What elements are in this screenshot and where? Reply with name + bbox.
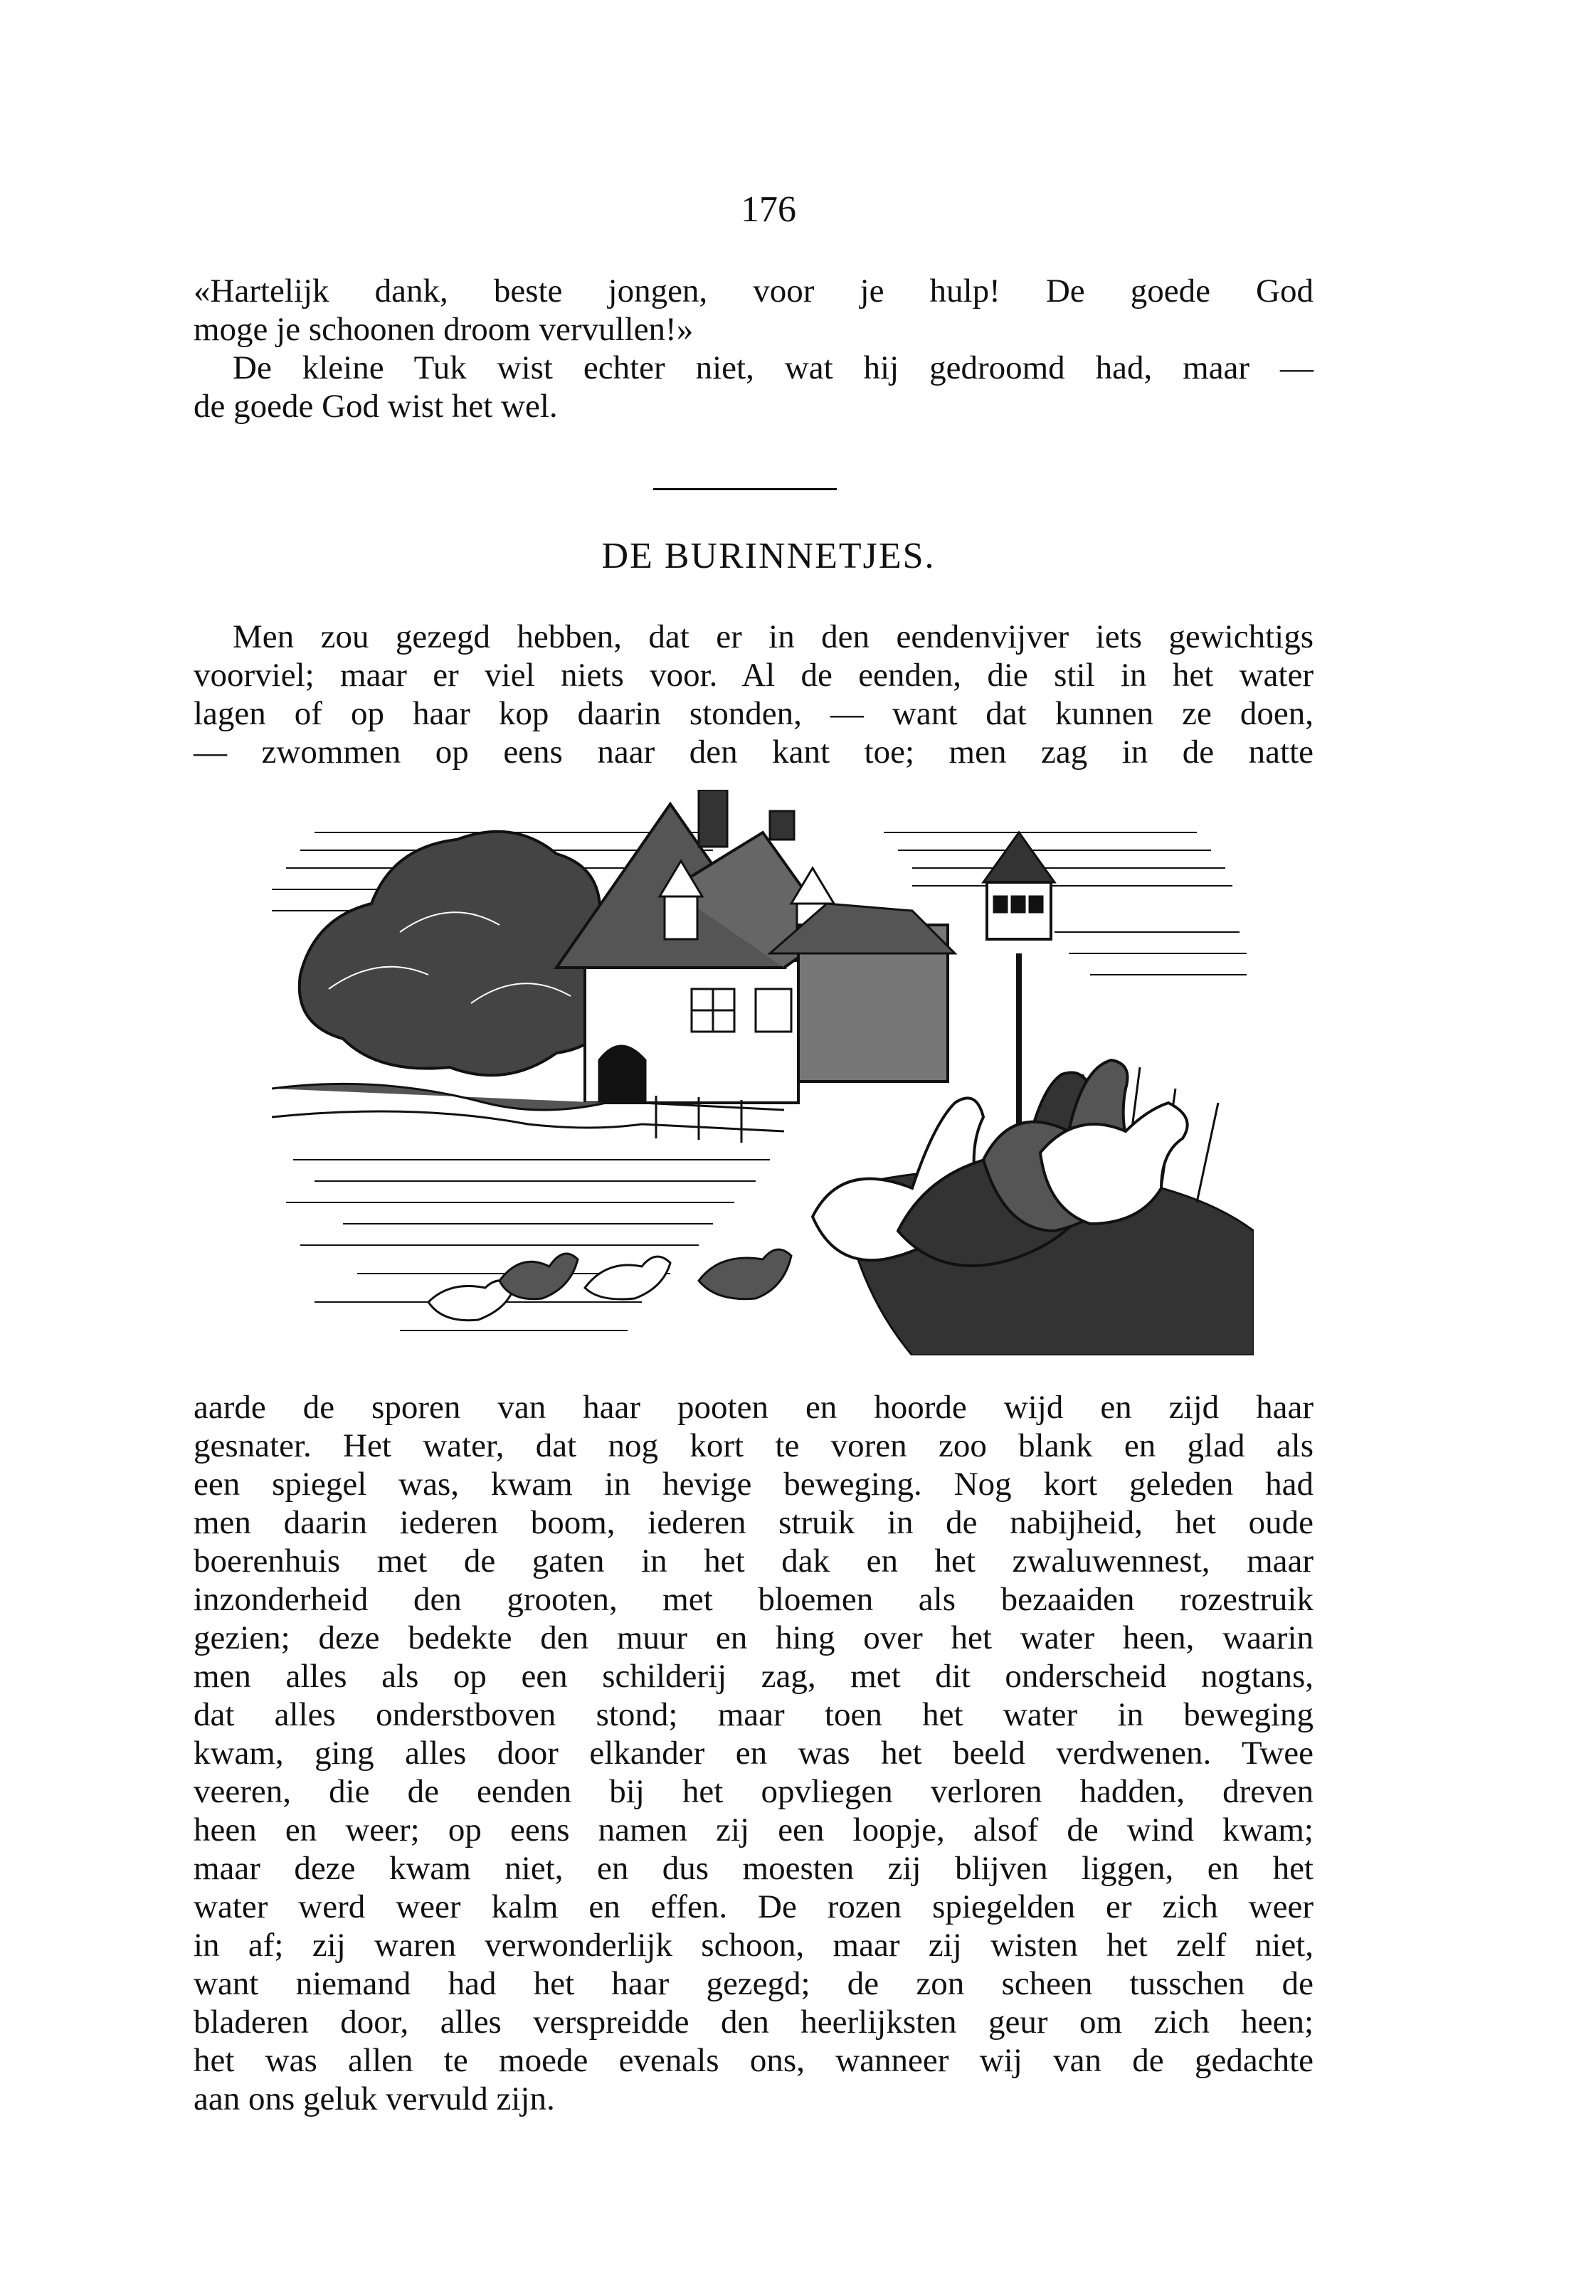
text-line: voorviel; maar er viel niets voor. Al de eenden, die stil in het water [194, 657, 1314, 694]
text-line: men daarin iederen boom, iederen struik in de nabijheid, het oude [194, 1504, 1314, 1541]
text-line: de goede God wist het wel. [194, 388, 558, 425]
text-line: — zwommen op eens naar den kant toe; men zag in de natte [194, 734, 1314, 771]
text-line: men alles als op een schilderij zag, met dit onderscheid nogtans, [194, 1658, 1314, 1695]
text-line: dat alles onderstboven stond; maar toen het water in beweging [194, 1696, 1314, 1733]
text-line: maar deze kwam niet, en dus moesten zij blijven liggen, en het [194, 1850, 1314, 1887]
text-line: lagen of op haar kop daarin stonden, — want dat kunnen ze doen, [194, 695, 1314, 732]
section-divider [653, 488, 837, 490]
text-line: het was allen te moede evenals ons, wanneer wij van de gedachte [194, 2042, 1314, 2079]
text-line: veeren, die de eenden bij het opvliegen verloren hadden, dreven [194, 1773, 1314, 1810]
text-line: «Hartelijk dank, beste jongen, voor je hulp! De goede God [194, 273, 1314, 310]
page-number: 176 [741, 189, 796, 230]
text-line: Men zou gezegd hebben, dat er in den eendenvijver iets gewichtigs [233, 618, 1314, 655]
text-line: inzonderheid den grooten, met bloemen als bezaaiden rozestruik [194, 1581, 1314, 1618]
text-line: bladeren door, alles verspreidde den heerlijksten geur om zich heen; [194, 2004, 1314, 2041]
text-line: gezien; deze bedekte den muur en hing over het water heen, waarin [194, 1619, 1314, 1656]
text-line: kwam, ging alles door elkander en was het beeld verdwenen. Twee [194, 1735, 1314, 1772]
text-line: want niemand had het haar gezegd; de zon scheen tusschen de [194, 1965, 1314, 2002]
section-title: DE BURINNETJES. [601, 536, 936, 576]
text-line: aan ons geluk vervuld zijn. [194, 2080, 555, 2117]
text-line: heen en weer; op eens namen zij een loopje, alsof de wind kwam; [194, 1811, 1314, 1848]
text-line: gesnater. Het water, dat nog kort te voren zoo blank en glad als [194, 1427, 1314, 1464]
text-line: in af; zij waren verwonderlijk schoon, maar zij wisten het zelf niet, [194, 1927, 1314, 1964]
farmhouse-duck-pond-illustration [272, 790, 1254, 1355]
text-line: moge je schoonen droom vervullen!» [194, 311, 694, 348]
story-intro [194, 618, 1314, 771]
text-line: aarde de sporen van haar pooten en hoorde wijd en zijd haar [194, 1389, 1314, 1426]
opening-paragraph [194, 272, 1314, 425]
text-line: boerenhuis met de gaten in het dak en het zwaluwennest, maar [194, 1543, 1314, 1580]
text-line: water werd weer kalm en effen. De rozen spiegelden er zich weer [194, 1888, 1314, 1925]
text-line: een spiegel was, kwam in hevige beweging. Nog kort geleden had [194, 1466, 1314, 1503]
text-line: De kleine Tuk wist echter niet, wat hij gedroomd had, maar — [233, 349, 1314, 386]
story-continued [194, 1388, 1314, 2118]
